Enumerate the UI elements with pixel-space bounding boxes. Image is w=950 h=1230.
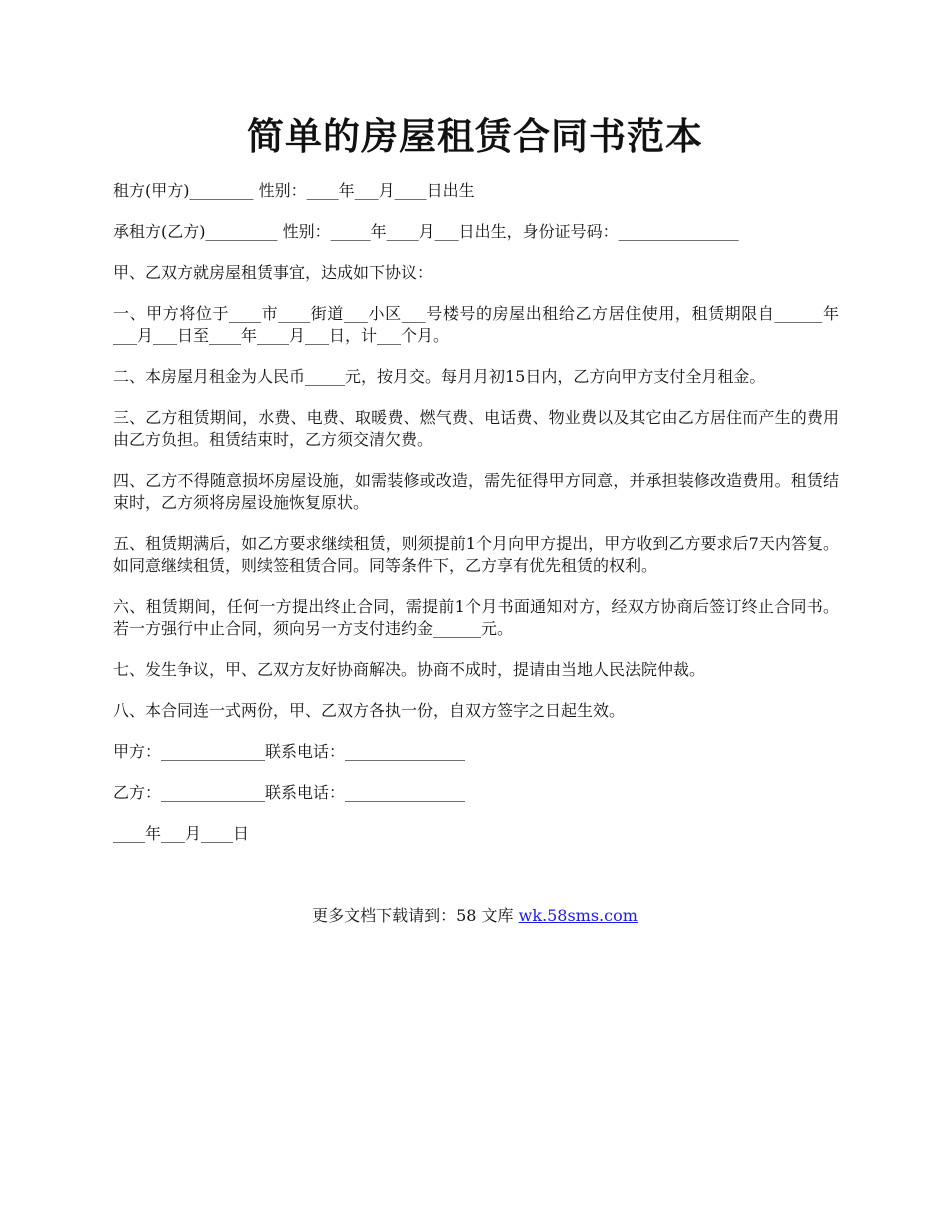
document-title: 简单的房屋租赁合同书范本 <box>247 114 703 158</box>
signature-party-b: 乙方：_____________联系电话：_______________ <box>113 783 466 802</box>
paragraph-clause-4: 四、乙方不得随意损坏房屋设施，如需装修或改造，需先征得甲方同意，并承担装修改造费用。租赁结束时，乙方须将房屋设施恢复原状。 <box>113 471 839 512</box>
signature-date: ____年___月____日 <box>113 824 250 843</box>
paragraph-clause-7: 七、发生争议，甲、乙双方友好协商解决。协商不成时，提请由当地人民法院仲裁。 <box>113 660 706 679</box>
paragraph-clause-2: 二、本房屋月租金为人民币_____元，按月交。每月月初15日内，乙方向甲方支付全月租金。 <box>113 367 766 386</box>
paragraph-intro: 甲、乙双方就房屋租赁事宜，达成如下协议： <box>113 263 434 282</box>
paragraph-clause-6: 六、租赁期间，任何一方提出终止合同，需提前1个月书面通知对方，经双方协商后签订终止合同书。若一方强行中止合同，须向另一方支付违约金______元。 <box>113 597 839 638</box>
paragraph-clause-5: 五、租赁期满后，如乙方要求继续租赁，则须提前1个月向甲方提出，甲方收到乙方要求后7天内答复。如同意继续租赁，则续签租赁合同。同等条件下，乙方享有优先租赁的权利。 <box>113 534 839 575</box>
footer-link[interactable]: wk.58sms.com <box>518 906 638 925</box>
signature-party-a: 甲方：_____________联系电话：_______________ <box>113 742 466 761</box>
footer-text: 更多文档下载请到：58 文库 <box>312 906 519 925</box>
paragraph-clause-8: 八、本合同连一式两份，甲、乙双方各执一份，自双方签字之日起生效。 <box>113 701 626 720</box>
paragraph-clause-1: 一、甲方将位于____市____街道___小区___号楼号的房屋出租给乙方居住使用，租赁期限自______年___月___日至____年____月___日，计___个月。 <box>113 304 839 345</box>
paragraph-lessee: 承租方(乙方)_________ 性别：_____年____月___日出生，身份证号码：_______________ <box>113 222 739 241</box>
footer <box>0 905 950 927</box>
paragraph-lessor: 租方(甲方)________ 性别：____年___月____日出生 <box>113 181 475 200</box>
paragraph-clause-3: 三、乙方租赁期间，水费、电费、取暖费、燃气费、电话费、物业费以及其它由乙方居住而产生的费用由乙方负担。租赁结束时，乙方须交清欠费。 <box>113 408 839 449</box>
document-body <box>113 180 839 864</box>
